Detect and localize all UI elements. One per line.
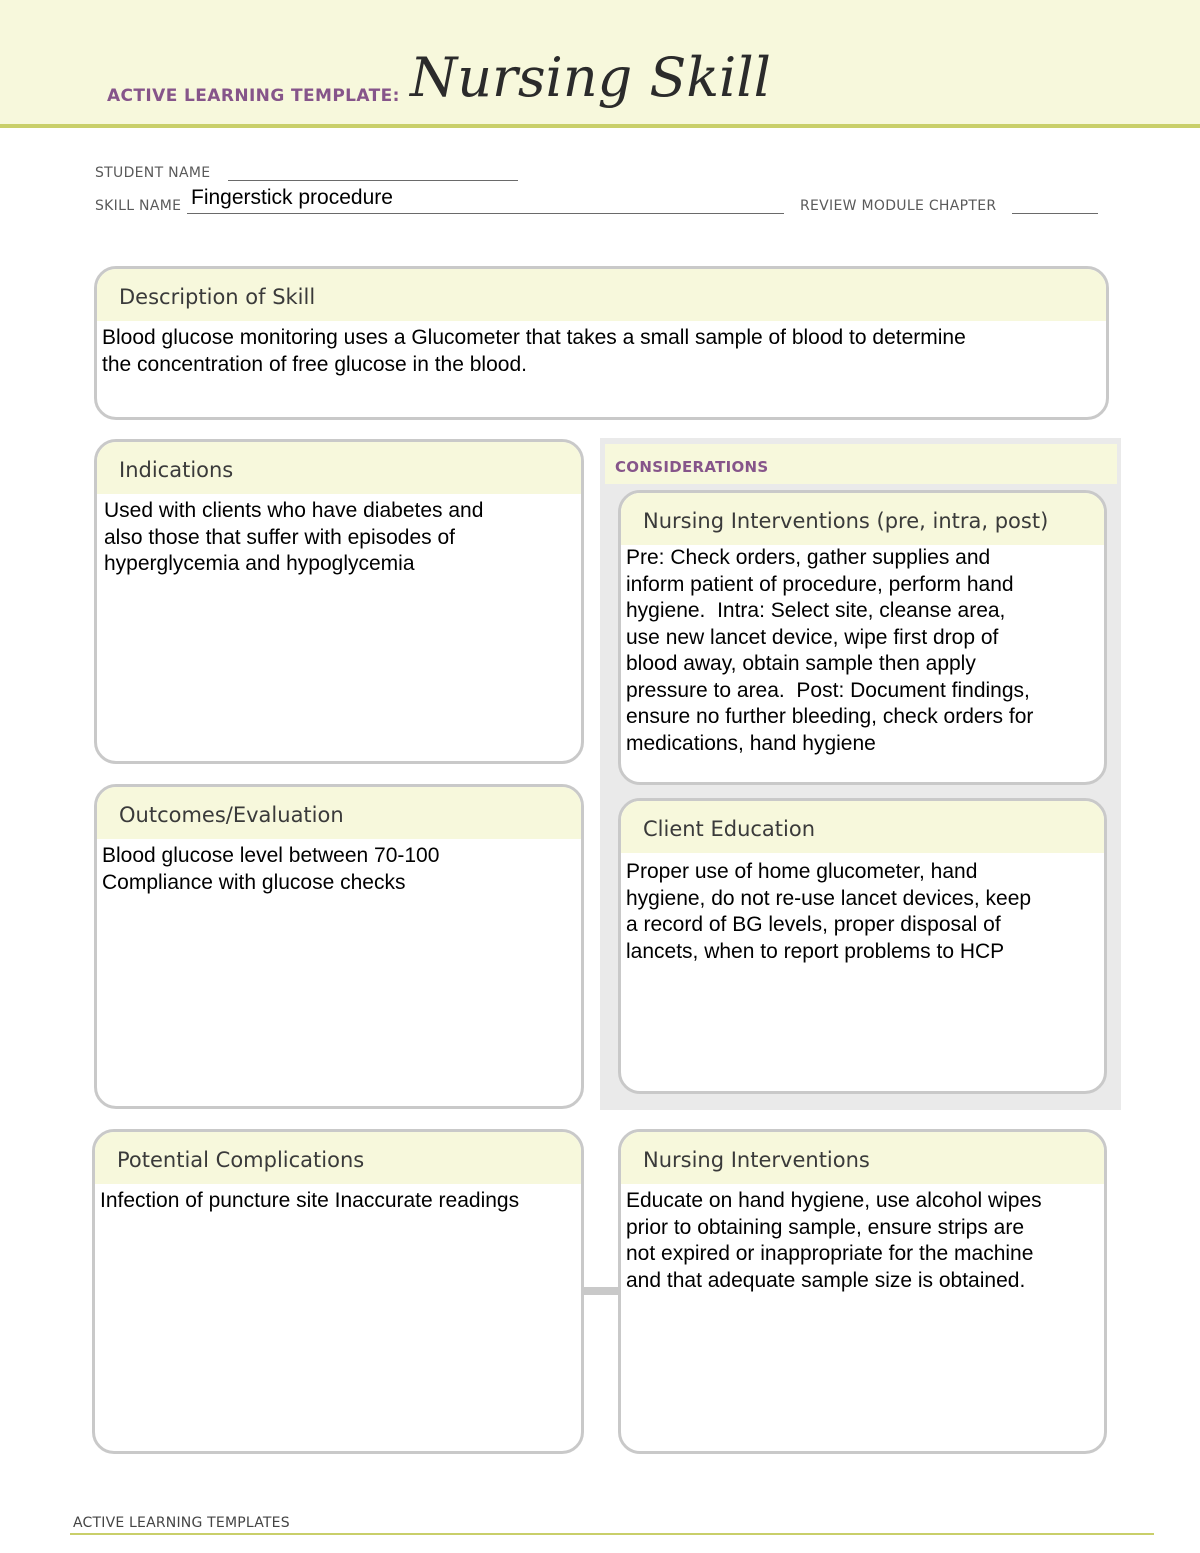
complication-interventions-box [618,1129,1107,1454]
description-title: Description of Skill [97,269,1106,321]
complications-box [92,1129,584,1454]
complication-interventions-title: Nursing Interventions [621,1132,1104,1184]
skill-name-line [187,213,784,214]
outcomes-text[interactable]: Blood glucose level between 70-100 Compliance with glucose checks [102,844,440,894]
description-text[interactable]: Blood glucose monitoring uses a Glucometer that takes a small sample of blood to determine the concentration of free glucose in the blood. [102,326,966,376]
footer-label: ACTIVE LEARNING TEMPLATES [73,1515,290,1531]
skill-name-label: SKILL NAME [95,198,182,214]
outcomes-box [94,784,584,1109]
nursing-interventions-box [618,490,1107,785]
client-education-title: Client Education [621,801,1104,853]
indications-box [94,439,584,764]
page-title: Nursing Skill [410,46,771,109]
client-education-text[interactable]: Proper use of home glucometer, hand hygiene, do not re-use lancet devices, keep a record of BG levels, proper disposal of lancets, when to report problems to HCP [626,860,1032,963]
student-name-line [228,180,518,181]
footer-rule [70,1533,1154,1535]
skill-name-field[interactable]: Fingerstick procedure [191,186,393,209]
considerations-label: CONSIDERATIONS [615,458,769,476]
description-box [94,266,1109,420]
template-label: ACTIVE LEARNING TEMPLATE: [107,86,400,106]
complications-text[interactable]: Infection of puncture site Inaccurate readings [100,1189,520,1212]
outcomes-title: Outcomes/Evaluation [97,787,581,839]
complication-interventions-text[interactable]: Educate on hand hygiene, use alcohol wipes prior to obtaining sample, ensure strips are not expired or inappropriate for the machine and that adequate sample size is obtained. [626,1189,1042,1292]
box-connector [583,1287,621,1295]
review-module-line [1012,213,1098,214]
indications-text[interactable]: Used with clients who have diabetes and also those that suffer with episodes of hyperglycemia and hypoglycemia [104,499,484,575]
client-education-box [618,798,1107,1094]
student-name-label: STUDENT NAME [95,165,211,181]
complications-title: Potential Complications [95,1132,581,1184]
review-module-label: REVIEW MODULE CHAPTER [800,198,997,214]
header-band [0,0,1200,128]
nursing-interventions-text[interactable]: Pre: Check orders, gather supplies and inform patient of procedure, perform hand hygiene. Intra: Select site, cleanse area, use new lancet device, wipe first drop of blood away, obtain sample then apply pressure to area. Post: Document findings, ensure no further bleeding, check orders for medications, hand hygiene [626,546,1034,755]
indications-title: Indications [97,442,581,494]
nursing-interventions-title: Nursing Interventions (pre, intra, post) [621,493,1104,545]
